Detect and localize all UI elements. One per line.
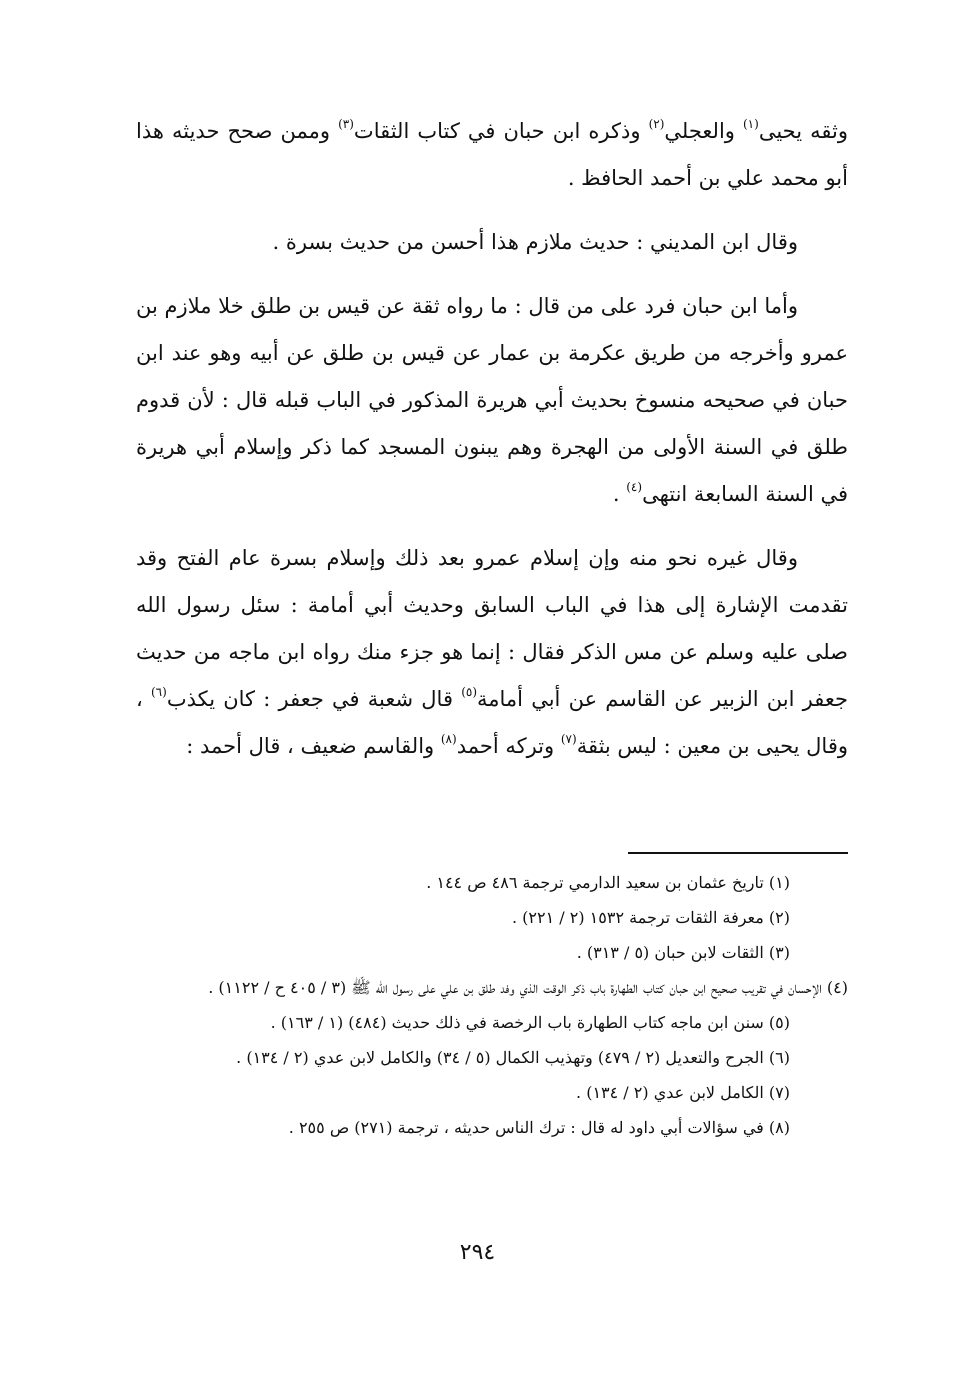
- footnote-ref-4: (٤): [626, 480, 643, 494]
- footnote-ref-3: (٣): [338, 117, 354, 131]
- footnote-6: (٦) الجرح والتعديل (٢ / ٤٧٩) وتهذيب الكمال (٥ / ٣٤) والكامل لابن عدي (٢ / ١٣٤) .: [236, 1048, 790, 1067]
- text-run: وثقه يحيى: [758, 119, 848, 143]
- text-run: وأما ابن حبان فرد على من قال : ما رواه ثقة عن قيس بن طلق خلا ملازم بن عمرو وأخرجه من طريق عكرمة بن عمار عن قيس بن طلق عن أبيه وهو عند ابن حبان في صحيحه منسوخ بحديث أبي هريرة المذكور في الباب قبله قال : لأن قدوم طلق في السنة الأولى من الهجرة وهم يبنون المسجد كما ذكر وإسلام أبي هريرة في السنة السابعة انتهى: [136, 294, 848, 506]
- footnote-ref-5: (٥): [461, 685, 478, 699]
- text-run: والعجلي: [664, 119, 743, 143]
- footnote-separator: [628, 852, 848, 854]
- text-run: ، وقال يحيى بن معين : ليس بثقة: [136, 687, 848, 758]
- main-text: [136, 108, 848, 787]
- footnote-8: (٨) في سؤالات أبي داود له قال : ترك الناس حديثه ، ترجمة (٢٧١) ص ٢٥٥ .: [288, 1118, 790, 1137]
- footnote-2: (٢) معرفة الثقات ترجمة ١٥٣٢ (٢ / ٢٢١) .: [511, 908, 790, 927]
- text-run: والقاسم ضعيف ، قال أحمد :: [186, 734, 441, 758]
- footnote-1: (١) تاريخ عثمان بن سعيد الدارمي ترجمة ٤٨٦ ص ١٤٤ .: [426, 873, 790, 892]
- footnote-ref-1: (١): [742, 117, 759, 131]
- footnote-ref-6: (٦): [150, 685, 167, 699]
- footnote-ref-7: (٧): [560, 732, 577, 746]
- paragraph-1: [136, 108, 848, 202]
- footnote-5: (٥) سنن ابن ماجه كتاب الطهارة باب الرخصة في ذلك حديث (٤٨٤) (١ / ١٦٣) .: [270, 1013, 790, 1032]
- text-run: وممن صحح حديثه هذا أبو محمد علي بن أحمد الحافظ .: [136, 119, 848, 190]
- text-run: وذكره ابن حبان في كتاب الثقات: [353, 119, 649, 143]
- paragraph-3: [136, 283, 848, 518]
- footnotes: [136, 865, 848, 1145]
- footnote-3: (٣) الثقات لابن حبان (٥ / ٣١٣) .: [576, 943, 790, 962]
- text-run: وقال غيره نحو منه وإن إسلام عمرو بعد ذلك وإسلام بسرة عام الفتح وقد تقدمت الإشارة إلى هذا في الباب السابق وحديث أبي أمامة : سئل رسول الله صلى عليه وسلم عن مس الذكر فقال : إنما هو جزء منك رواه ابن ماجه من حديث جعفر ابن الزبير عن القاسم عن أبي أمامة: [136, 546, 848, 711]
- text-run: وتركه أحمد: [456, 734, 561, 758]
- text-run: .: [612, 482, 627, 506]
- text-run: قال شعبة في جعفر : كان يكذب: [166, 687, 462, 711]
- footnote-ref-2: (٢): [648, 117, 665, 131]
- paragraph-2: وقال ابن المديني : حديث ملازم هذا أحسن من حديث بسرة .: [272, 230, 798, 254]
- paragraph-4: [136, 535, 848, 770]
- footnote-4: (٤) الإحسان في تقريب صحيح ابن حبان كتاب الطهارة باب ذكر الوقت الذي وفد طلق بن علي على رسول الله ﷺ (٣ / ٤٠٥ ح / ١١٢٢) .: [208, 978, 848, 997]
- footnote-7: (٧) الكامل لابن عدي (٢ / ١٣٤) .: [576, 1083, 790, 1102]
- page-number: ٢٩٤: [459, 1240, 496, 1265]
- footnote-ref-8: (٨): [440, 732, 457, 746]
